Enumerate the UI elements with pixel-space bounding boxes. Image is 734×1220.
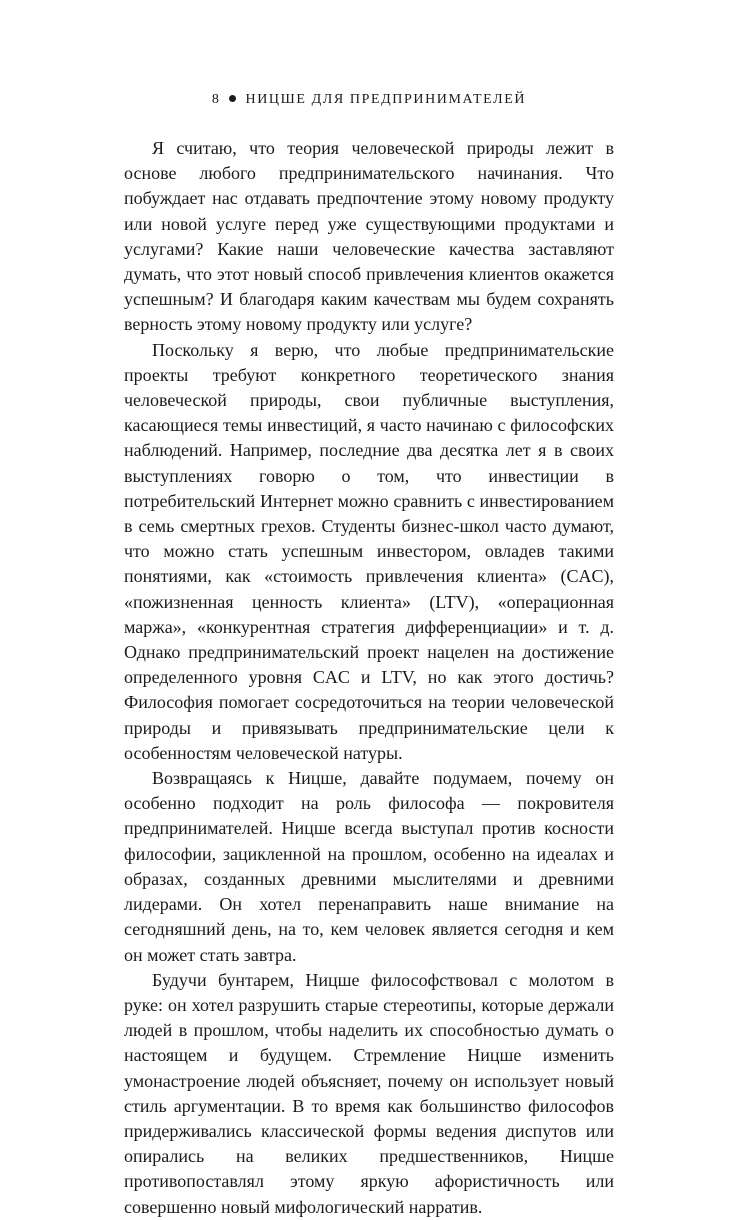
paragraph-4: Будучи бунтарем, Ницше философствовал с молотом в руке: он хотел разрушить старые стереотипы, которые держали людей в прошлом, чтобы наделить их способностью думать о настоящем и будущем. Стремление Ницше изменить умонастроение людей объясняет, почему он использует новый стиль аргументации. В то время как большинство философов придерживались классической формы ведения диспутов или опирались на великих предшественников, Ницше противопоставлял этому яркую афористичность или совершенно новый мифологический нарратив. (124, 969, 614, 1217)
running-title: НИЦШЕ ДЛЯ ПРЕДПРИНИМАТЕЛЕЙ (245, 92, 527, 107)
bullet-separator-icon (229, 95, 236, 102)
paragraph-1: Я считаю, что теория человеческой природы лежит в основе любого предпринимательского начинания. Что побуждает нас отдавать предпочтение этому новому продукту или новой услуге перед уже существующими продуктами и услугами? Какие наши человеческие качества заставляют думать, что этот новый способ привлечения клиентов окажется успешным? И благодаря каким качествам мы будем сохранять верность этому новому продукту или услуге? (124, 138, 614, 335)
running-head (124, 92, 614, 108)
paragraph-3: Возвращаясь к Ницше, давайте подумаем, почему он особенно подходит на роль философа — покровителя предпринимателей. Ницше всегда выступал против косности философии, зацикленной на прошлом, особенно на идеалах и образах, созданных древними мыслителями и древними лидерами. Он хотел перенаправить наше внимание на сегодняшний день, на то, кем человек является сегодня и кем он может стать завтра. (124, 768, 614, 965)
page-number: 8 (211, 92, 221, 107)
body-text (124, 136, 614, 1220)
paragraph-2: Поскольку я верю, что любые предпринимательские проекты требуют конкретного теоретического знания человеческой природы, свои публичные выступления, касающиеся темы инвестиций, я часто начинаю с философских наблюдений. Например, последние два десятка лет я в своих выступлениях говорю о том, что инвестиции в потребительский Интернет можно сравнить с инвестированием в семь смертных грехов. Студенты бизнес-школ часто думают, что можно стать успешным инвестором, овладев такими понятиями, как «стоимость привлечения клиента» (CAC), «пожизненная ценность клиента» (LTV), «операционная маржа», «конкурентная стратегия дифференциации» и т. д. Однако предпринимательский проект нацелен на достижение определенного уровня CAC и LTV, но как этого достичь? Философия помогает сосредоточиться на теории человеческой природы и привязывать предпринимательские цели к особенностям человеческой натуры. (124, 339, 614, 763)
